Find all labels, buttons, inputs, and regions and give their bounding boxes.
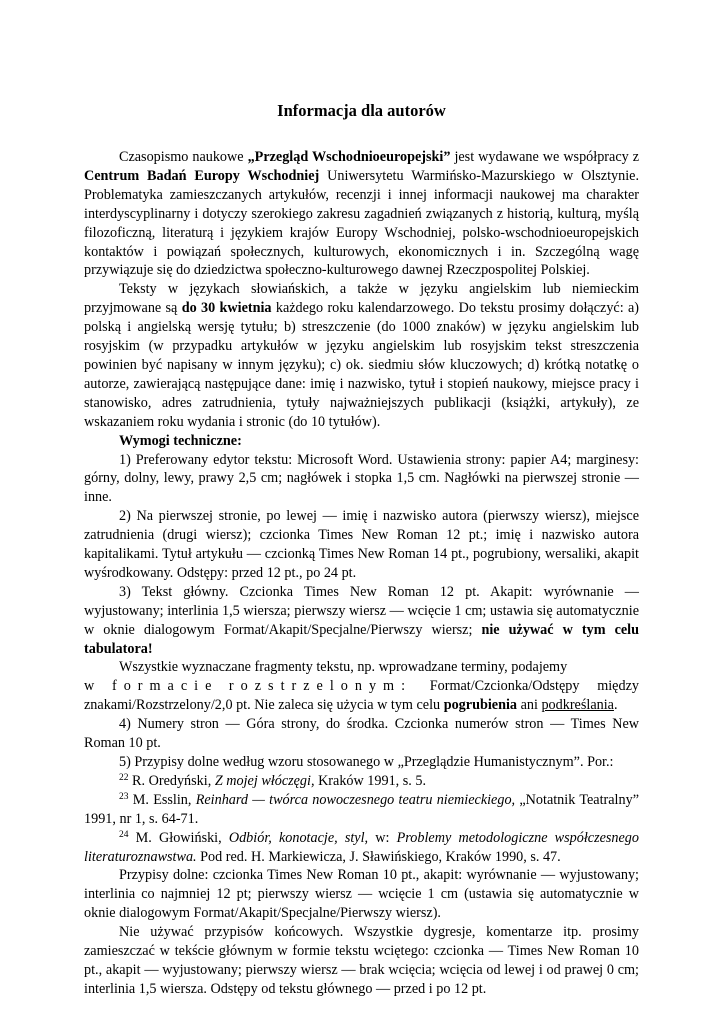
- spacing-path-word: między: [597, 678, 639, 695]
- spacing-paragraph: Wszystkie wyznaczane fragmenty tekstu, np. wprowadzane terminy, podajemy: [119, 659, 568, 676]
- spacing-path-start: Format/Czcionka/Odstępy: [429, 678, 580, 695]
- requirement-footnotes: 5) Przypisy dolne według wzoru stosowanego w „Przeglądzie Humanistycznym”. Por.:: [119, 754, 614, 770]
- requirement-editor: 1) Preferowany edytor tekstu: Microsoft Word. Ustawienia strony: papier A4; marginesy: górny, dolny, lewy, prawy 2,5 cm; nagłówek i stopka 1,5 cm. Nagłówki na pierwszej stronie — inne.: [84, 451, 639, 506]
- spaced-text-sample: formacie rozstrzelonym:: [111, 678, 413, 695]
- underline-example: podkreślania: [541, 697, 614, 714]
- technical-requirements-heading: Wymogi techniczne:: [119, 432, 242, 449]
- journal-name: „Przegląd Wschodnioeuropejski”: [247, 149, 451, 165]
- footnote-example-23: $^{23}$ M. Esslin, Reinhard — twórca nowoczesnego teatru niemieckiego, „Notatnik Teatralny” 1991, nr 1, s. 64-71.: [84, 791, 639, 827]
- intro-paragraph: Czasopismo naukowe „Przegląd Wschodnioeuropejski” jest wydawane we współpracy z Centrum Badań Europy Wschodniej Uniwersytetu Warmińsko-Mazurskiego w Olsztynie. Problematyka zamieszczanych artykułów, recenzji i innej informacji naukowej ma charakter interdyscyplinarny i dotyczy szerokiego zakresu zagadnień związanych z historią, kulturą, myślą filozoficzną, literaturą i językiem krajów Europy Wschodniej, polsko-wschodnioeuropejskich kontaktów i powiązań społecznych, kulturowych, ekonomicznych i in. Szczególną wagę przywiązuje się do dziedzictwa społeczno-kulturowego dawnej Rzeczpospolitej Polskiej.: [84, 149, 640, 279]
- deadline: do 30 kwietnia: [181, 300, 272, 317]
- footnotes-format-paragraph: Przypisy dolne: czcionka Times New Roman 10 pt., akapit: wyrównanie — wyjustowany; interlinia co najmniej 12 pt; pierwszy wiersz — wcięcie 1 cm (ustawia się automatycznie w oknie dialogowym Format/Akapit/Specjalne/Pierwszy wiersz).: [84, 867, 639, 922]
- center-name: Centrum Badań Europy Wschodniej: [84, 167, 320, 184]
- tab-warning: nie używać w tym celu tabulatora!: [84, 621, 639, 657]
- footnote-example-22: $^{22}$ R. Oredyński, Z mojej włóczęgi, Kraków 1991, s. 5.: [119, 772, 427, 789]
- footnote-example-24: $^{24}$ M. Głowiński, Odbiór, konotacje, styl, w: Problemy metodologiczne współczesnego literaturoznawstwa. Pod red. H. Markiewicza, J. Sławińskiego, Kraków 1990, s. 47.: [84, 829, 639, 865]
- spacing-path-end: znakami/Rozstrzelony/2,0 pt. Nie zaleca się użycia w tym celu: [84, 697, 444, 714]
- requirement-main-text: 3) Tekst główny. Czcionka Times New Roman 12 pt. Akapit: wyrównanie — wyjustowany; interlinia 1,5 wiersza; pierwszy wiersz — wcięcie 1 cm; ustawia się automatycznie w oknie dialogowym Format/Akapit/Specjalne/Pierwszy wiersz; nie używać w tym celu tabulatora!: [84, 583, 639, 657]
- requirement-first-page: 2) Na pierwszej stronie, po lewej — imię i nazwisko autora (pierwszy wiersz), miejsce zatrudnienia (drugi wiersz); czcionka Times New Roman 12 pt.; imię i nazwisko autora kapitalikami. Tytuł artykułu — czcionką Times New Roman 14 pt., pogrubiony, wersaliki, akapit wyśrodkowany. Odstępy: przed 12 pt., po 24 pt.: [84, 508, 639, 581]
- endnotes-paragraph: Nie używać przypisów końcowych. Wszystkie dygresje, komentarze itp. prosimy zamieszczać w tekście głównym w formie tekstu wciętego: czcionka — Times New Roman 10 pt., akapit — wyjustowany; pierwszy wiersz — brak wcięcia; wcięcia od lewej i od prawej 0 cm; interlinia 1,5 wiersza. Odstępy od tekstu głównego — przed i po 12 pt.: [84, 924, 639, 997]
- requirement-page-numbers: 4) Numery stron — Góra strony, do środka. Czcionka numerów stron — Times New Roman 10 pt.: [84, 716, 639, 752]
- bold-example: pogrubienia: [443, 697, 518, 714]
- submission-paragraph: Teksty w językach słowiańskich, a także w języku angielskim lub niemieckim przyjmowane są do 30 kwietnia każdego roku kalendarzowego. Do tekstu prosimy dołączyć: a) polską i angielską wersję tytułu; b) streszczenie (do 1000 znaków) w języku angielskim lub rosyjskim (w przypadku artykułów w języku angielskim lub rosyjskim tekst streszczenia powinien być napisany w innym języku); c) ok. siedmiu słów kluczowych; d) krótką notatkę o autorze, zawierającą następujące dane: imię i nazwisko, tytuł i stopień naukowy, miejsce pracy i stanowisko, adres zatrudnienia, tytuły najważniejszych publikacji (książki, artykuły), ze wskazaniem roku wydania i stronic (do 10 tytułów).: [84, 281, 639, 430]
- spacing-paragraph-end: znakami/Rozstrzelony/2,0 pt. Nie zaleca się użycia w tym celu pogrubienia ani podkreślania.: [84, 697, 618, 714]
- spacing-paragraph-cont: w formacie rozstrzelonym: Format/Czcionka/Odstępy między: [84, 678, 639, 695]
- document-body: [84, 148, 639, 999]
- page-title: Informacja dla autorów: [277, 101, 446, 120]
